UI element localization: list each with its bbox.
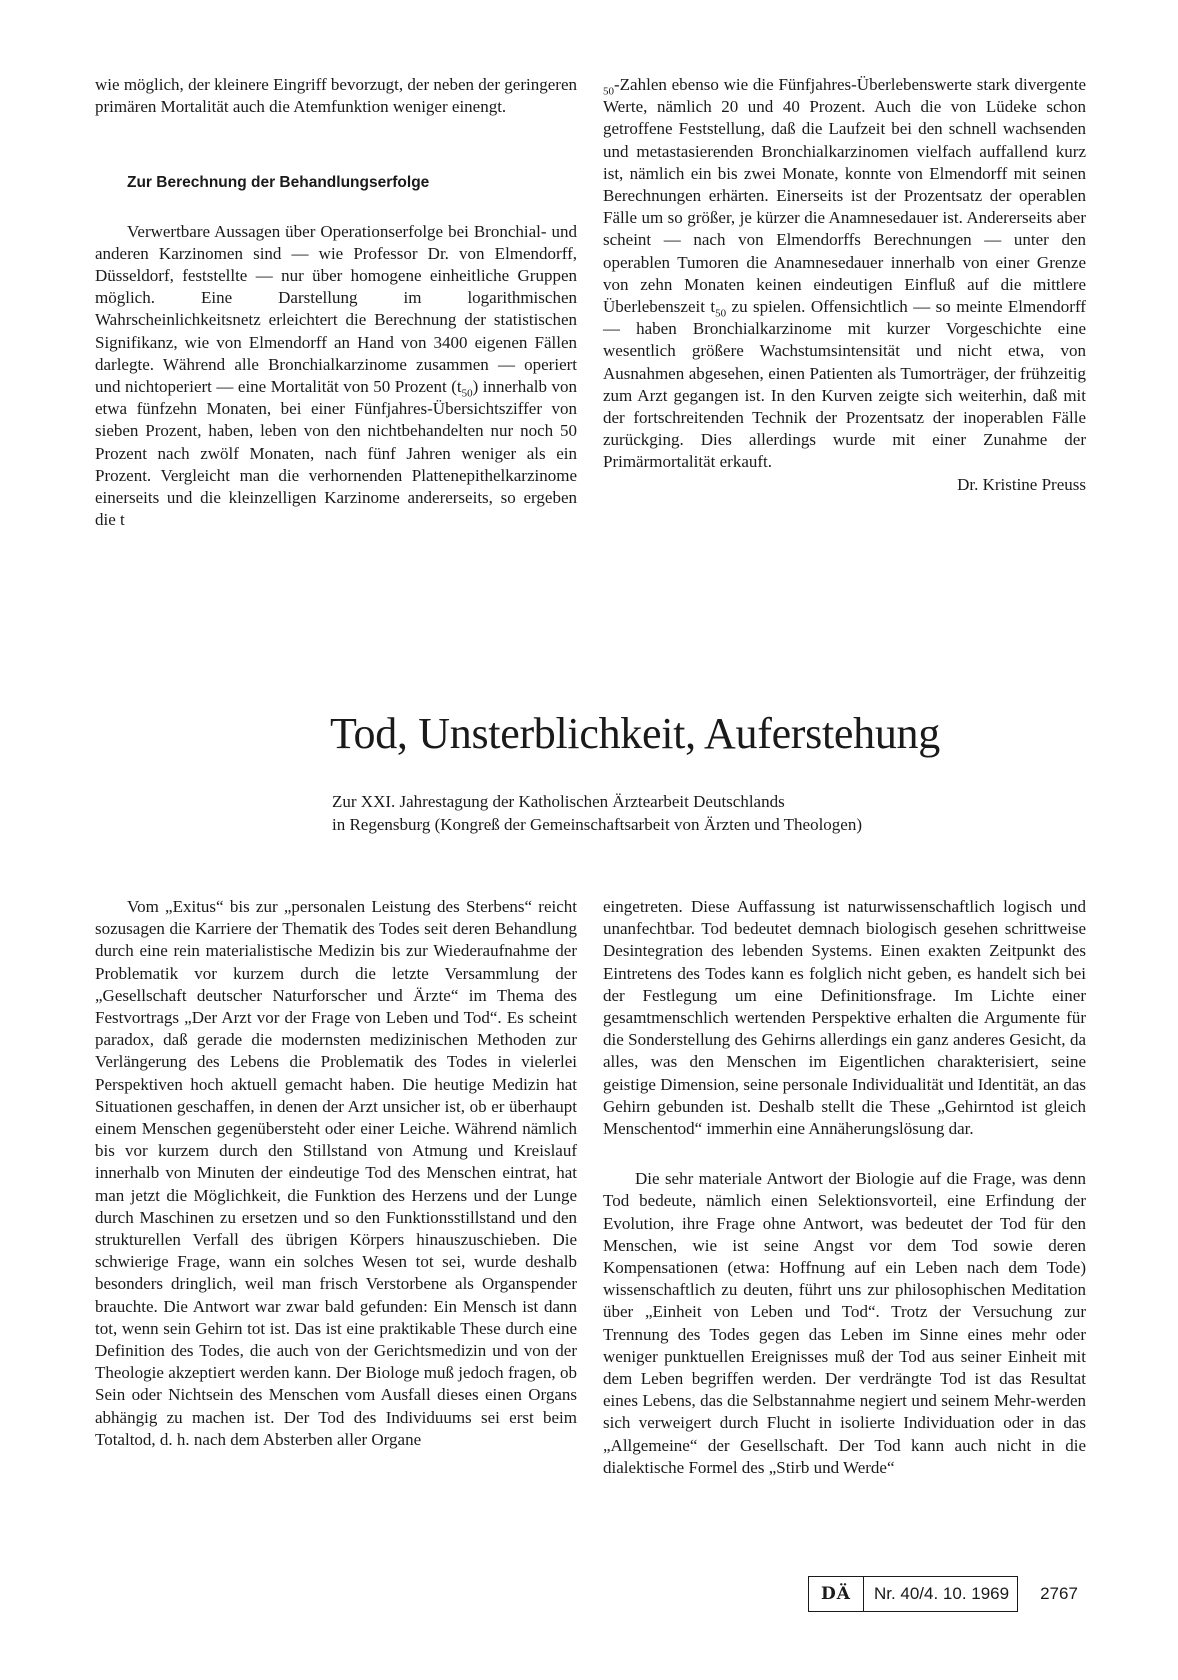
page-number: 2767 xyxy=(1040,1584,1078,1603)
column-top-left xyxy=(95,74,577,531)
article-title: Tod, Unsterblichkeit, Auferstehung xyxy=(330,709,940,758)
intro-paragraph: wie möglich, der kleinere Eingriff bevorzugt, der neben der geringeren primären Mortalität auch die Atemfunktion weniger einengt. xyxy=(95,75,577,117)
issue-box xyxy=(808,1576,1018,1612)
subtitle-line-1: Zur XXI. Jahrestagung der Katholischen Ärztearbeit Deutschlands xyxy=(332,792,785,811)
subtitle-line-2: in Regensburg (Kongreß der Gemeinschaftsarbeit von Ärzten und Theologen) xyxy=(332,815,862,834)
article-subtitle xyxy=(332,790,862,836)
section-heading: Zur Berechnung der Behandlungserfolge xyxy=(127,174,430,192)
body-paragraph: Die sehr materiale Antwort der Biologie auf die Frage, was denn Tod bedeute, nämlich einen Selektionsvorteil, eine Erfindung der Evolution, ihre Frage ohne Antwort, was bedeutet der Tod für den Menschen, wie ist seine Angst vor dem Tod sowie deren Kompensationen (etwa: Hoffnung auf ein Leben nach dem Tode) wissenschaftlich zu deuten, führt uns zur philosophischen Meditation über „Einheit von Leben und Tod“. Trotz der Versuchung zur Trennung des Todes gegen das Leben im Sinne eines mehr oder weniger punktuellen Ereignisses muß der Tod aus seiner Einheit mit dem Leben begriffen werden. Der verdrängte Tod ist das Resultat eines Lebens, das die Selbstannahme negiert und seinem Mehr-werden sich verweigert durch Flucht in isolierte Individuation oder in das „Allgemeine“ der Gesellschaft. Der Tod kann auch nicht in die dialektische Formel des „Stirb und Werde“ xyxy=(603,1169,1086,1477)
issue-label: Nr. 40/4. 10. 1969 xyxy=(873,1584,1010,1603)
column-top-right xyxy=(603,74,1086,496)
page-footer xyxy=(808,1576,1078,1612)
body-paragraph: Verwertbare Aussagen über Operationserfolge bei Bronchial- und anderen Karzinomen sind — wie Professor Dr. von Elmendorff, Düsseldorf, feststellte — nur über homogene einheitliche Gruppen möglich. Eine Darstellung im logarithmischen Wahrscheinlichkeitsnetz erleichtert die Berechnung der statistischen Signifikanz, wie von Elmendorff an Hand von 3400 eigenen Fällen darlegte. Während alle Bronchialkarzinome zusammen — operiert und nichtoperiert — eine Mortalität von 50 Prozent $(t_{50})$ innerhalb von etwa fünfzehn Monaten, bei einer Fünfjahres-Übersichtsziffer von sieben Prozent, haben, leben von den nichtbehandelten nur noch 50 Prozent nach zwölf Monaten, nach fünf Jahren weniger als ein Prozent. Vergleicht man die verhornenden Plattenepithelkarzinome einerseits und die kleinzelligen Karzinome andererseits, so ergeben die t xyxy=(95,221,578,530)
author-signature: Dr. Kristine Preuss xyxy=(957,474,1086,494)
journal-logo: DÄ xyxy=(809,1577,864,1611)
column-bottom-left xyxy=(95,896,577,1451)
body-paragraph: $_{50}$-Zahlen ebenso wie die Fünfjahres-Überlebenswerte stark divergente Werte, nämlich 20 und 40 Prozent. Auch die von Lüdeke schon getroffene Feststellung, daß die Laufzeit bei den schnell wachsenden und metastasierenden Bronchialkarzinomen vielfach auffallend kurz ist, nämlich ein bis zwei Monate, konnte von Elmendorff mit seinen Berechnungen erhärten. Einerseits ist der Prozentsatz der operablen Fälle um so größer, je kürzer die Anamnesedauer ist. Andererseits aber scheint — nach von Elmendorffs Berechnungen — unter den operablen Tumoren die Anamnesedauer innerhalb von einer Grenze von zehn Monaten keinen eindeutigen Einfluß auf die mittlere Überlebenszeit $t_{50}$ zu spielen. Offensichtlich — so meinte Elmendorff — haben Bronchialkarzinome mit kurzer Vorgeschichte eine wesentlich größere Wachstumsintensität und nicht etwa, von Ausnahmen abgesehen, einen Patienten als Tumorträger, der frühzeitig zum Arzt gegangen ist. In den Kurven zeigte sich weiterhin, daß mit der fortschreitenden Technik der Prozentsatz der inoperablen Fälle zurückging. Dies allerdings wurde mit einer Zunahme der Primärmortalität erkauft. xyxy=(603,75,1086,472)
column-bottom-right xyxy=(603,896,1086,1479)
body-paragraph: eingetreten. Diese Auffassung ist naturwissenschaftlich logisch und unanfechtbar. Tod bedeutet demnach biologisch gesehen schrittweise Desintegration des lebenden Systems. Einen exakten Zeitpunkt des Eintretens des Todes kann es folglich nicht geben, es handelt sich bei der Festlegung um eine Definitionsfrage. Im Lichte einer gesamtmenschlich wertenden Perspektive erhalten die Argumente für die Sonderstellung des Gehirns allerdings ein ganz anderes Gesicht, da alles, was den Menschen im Eigentlichen charakterisiert, seine geistige Dimension, seine personale Individualität und Identität, an das Gehirn gebunden ist. Deshalb stellt die These „Gehirntod ist gleich Menschentod“ immerhin eine Annäherungslösung dar. xyxy=(603,897,1086,1139)
body-paragraph: Vom „Exitus“ bis zur „personalen Leistung des Sterbens“ reicht sozusagen die Karriere der Thematik des Todes seit deren Behandlung durch eine rein materialistische Medizin bis zur Wiederaufnahme der Problematik vor kurzem durch die letzte Versammlung der „Gesellschaft deutscher Naturforscher und Ärzte“ im Thema des Festvortrags „Der Arzt vor der Frage von Leben und Tod“. Es scheint paradox, daß gerade die modernsten medizinischen Methoden zur Verlängerung des Lebens die Problematik des Todes in vielerlei Perspektiven hoch aktuell gemacht haben. Die heutige Medizin hat Situationen geschaffen, in denen der Arzt unsicher ist, ob er überhaupt einem Menschen gegenübersteht oder einer Leiche. Während nämlich bis vor kurzem durch den Stillstand von Atmung und Kreislauf innerhalb von Minuten der eindeutige Tod des Menschen eintrat, hat man jetzt die Möglichkeit, die Funktion des Herzens und der Lunge durch Maschinen zu ersetzen und so den Funktionsstillstand und den strukturellen Verfall des übrigen Körpers hinauszuschieben. Die schwierige Frage, wann ein solches Wesen tot sei, wurde deshalb besonders dringlich, weil man frisch Verstorbene als Organspender brauchte. Die Antwort war zwar bald gefunden: Ein Mensch ist dann tot, wenn sein Gehirn tot ist. Das ist eine praktikable These durch eine Definition des Todes, die auch von der Gerichtsmedizin und von der Theologie akzeptiert werden kann. Der Biologe muß jedoch fragen, ob Sein oder Nichtsein des Menschen vom Ausfall dieses einen Organs abhängig zu machen ist. Der Tod des Individuums sei erst beim Totaltod, d. h. nach dem Absterben aller Organe xyxy=(95,897,577,1449)
